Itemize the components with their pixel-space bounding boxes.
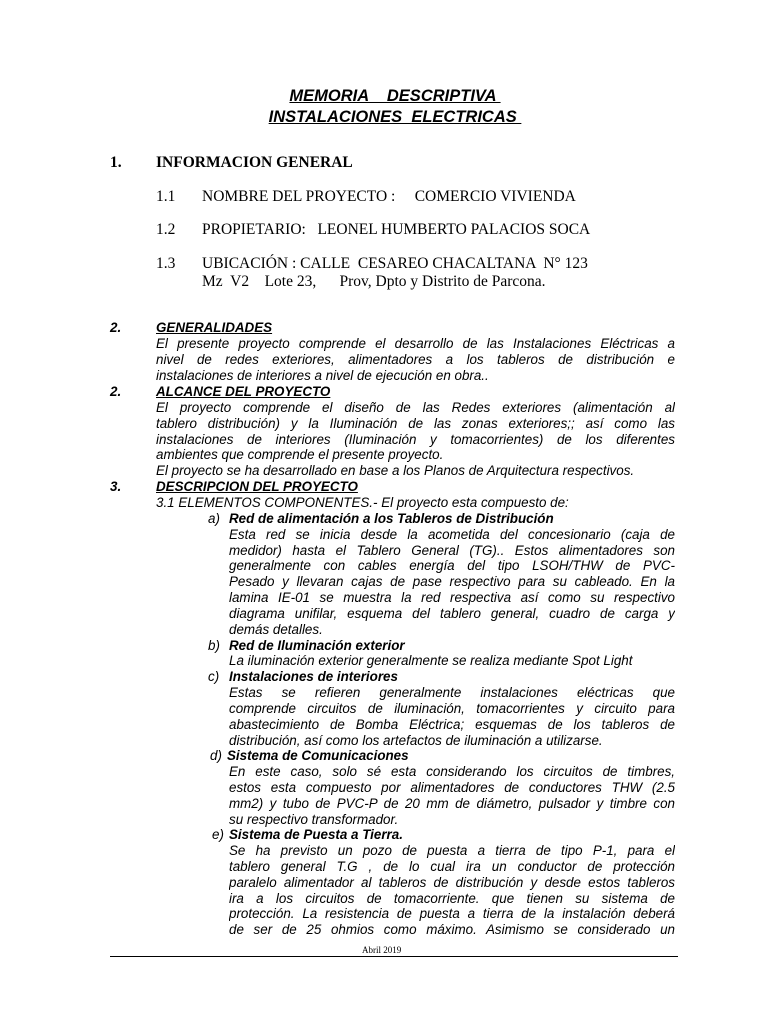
section3-number: 2.	[110, 384, 122, 399]
item-d-label: d)	[210, 748, 222, 763]
item-a-label: a)	[208, 511, 220, 526]
item-d-heading: Sistema de Comunicaciones	[227, 748, 409, 763]
item-b-line: La iluminación exterior generalmente se realiza mediante Spot Light	[229, 653, 633, 668]
item-a-heading: Red de alimentación a los Tableros de Distribución	[229, 511, 554, 526]
item-a-line: demás detalles.	[229, 622, 323, 637]
item-1-3-number: 1.3	[156, 255, 176, 272]
section2-line: instalaciones de interiores a nivel de ejecución en obra..	[156, 368, 489, 383]
item-d-line: su respectivo transformador.	[229, 812, 399, 827]
section2-heading: GENERALIDADES	[156, 320, 273, 335]
item-1-1-number: 1.1	[156, 188, 176, 205]
section2-line: nivel de redes exteriores, alimentadores a los tableros de distribución e	[156, 352, 675, 367]
item-a-line: Pesado y llevaran cajas de pase respectivo para su cableado. En la	[229, 574, 675, 589]
item-a-line: Esta red se inicia desde la acometida del concesionario (caja de	[229, 527, 675, 542]
item-c-line: comprende circuitos de iluminación, tomacorrientes y circuito para	[229, 701, 675, 716]
item-e-label: e)	[212, 827, 224, 842]
item-c-line: Estas se refieren generalmente instalaciones eléctricas que	[229, 685, 675, 700]
item-c-line: abastecimiento de Bomba Eléctrica; esquemas de los tableros de	[229, 717, 675, 732]
section1-number: 1.	[110, 154, 122, 171]
section4-subheading: 3.1 ELEMENTOS COMPONENTES.- El proyecto esta compuesto de:	[156, 495, 569, 510]
item-a-line: lamina IE-01 se muestra la red respectiva así como su respectivo	[229, 590, 675, 605]
section2-line: El presente proyecto comprende el desarrollo de las Instalaciones Eléctricas a	[156, 336, 675, 351]
item-c-heading: Instalaciones de interiores	[229, 669, 398, 684]
section1-heading: INFORMACION GENERAL	[156, 154, 353, 171]
section3-line: El proyecto comprende el diseño de las Redes exteriores (alimentación al	[156, 400, 675, 415]
item-e-line: Se ha previsto un pozo de puesta a tierra de tipo P-1, para el	[229, 843, 675, 858]
item-1-1-text: NOMBRE DEL PROYECTO : COMERCIO VIVIENDA	[202, 188, 576, 205]
item-e-line: tablero general T.G , de lo cual ira un conductor de protección	[229, 859, 675, 874]
section4-number: 3.	[110, 479, 122, 494]
item-a-line: diagrama unifilar, esquema del tablero general, cuadro de carga y	[229, 606, 675, 621]
item-1-2-number: 1.2	[156, 221, 176, 238]
item-b-label: b)	[208, 638, 220, 653]
section3-line: ambientes que comprende el presente proyecto.	[156, 447, 444, 462]
item-c-line: distribución, así como los artefactos de iluminación a utilizarse.	[229, 733, 603, 748]
item-e-line: paralelo alimentador al tableros de distribución y desde estos tableros	[229, 875, 675, 890]
item-d-line: mm2) y tubo de PVC-P de 20 mm de diámetro, pulsador y timbre con	[229, 796, 675, 811]
section3-line: instalaciones de interiores (Iluminación y tomacorrientes) de los diferentes	[156, 432, 675, 447]
item-a-line: medidor) hasta el Tablero General (TG).. Estos alimentadores son	[229, 543, 675, 558]
document-title-line2: INSTALACIONES ELECTRICAS	[268, 108, 522, 126]
item-e-heading: Sistema de Puesta a Tierra.	[229, 827, 403, 842]
footer-date: Abril 2019	[362, 945, 402, 955]
item-1-3-text-continued: Mz V2 Lote 23, Prov, Dpto y Distrito de Parcona.	[202, 273, 546, 290]
item-d-line: estos esta compuesto por alimentadores de conductores THW (2.5	[229, 780, 675, 795]
section3-line: El proyecto se ha desarrollado en base a los Planos de Arquitectura respectivos.	[156, 463, 635, 478]
item-c-label: c)	[208, 669, 220, 684]
item-d-line: En este caso, solo sé esta considerando los circuitos de timbres,	[229, 764, 675, 779]
section4-heading: DESCRIPCION DEL PROYECTO	[156, 479, 358, 494]
item-e-line: de ser de 25 ohmios como máximo. Asimismo se considerado un	[229, 922, 675, 937]
item-e-line: protección. La resistencia de puesta a tierra de la instalación deberá	[229, 906, 675, 921]
section2-number: 2.	[110, 320, 122, 335]
item-b-heading: Red de Iluminación exterior	[229, 638, 405, 653]
item-1-2-text: PROPIETARIO: LEONEL HUMBERTO PALACIOS SOCA	[202, 221, 591, 238]
document-title-line1: MEMORIA DESCRIPTIVA	[289, 87, 501, 105]
item-e-line: ira a los circuitos de tomacorriente. que tienen su sistema de	[229, 891, 675, 906]
item-a-line: generalmente con cables energía del tipo LSOH/THW de PVC-	[229, 558, 675, 573]
section3-heading: ALCANCE DEL PROYECTO	[156, 384, 331, 399]
item-1-3-text: UBICACIÓN : CALLE CESAREO CHACALTANA N° 123	[202, 255, 588, 272]
footer-rule	[110, 956, 678, 957]
section3-line: tablero distribución) y la Iluminación de las zonas exteriores;; así como las	[156, 416, 675, 431]
